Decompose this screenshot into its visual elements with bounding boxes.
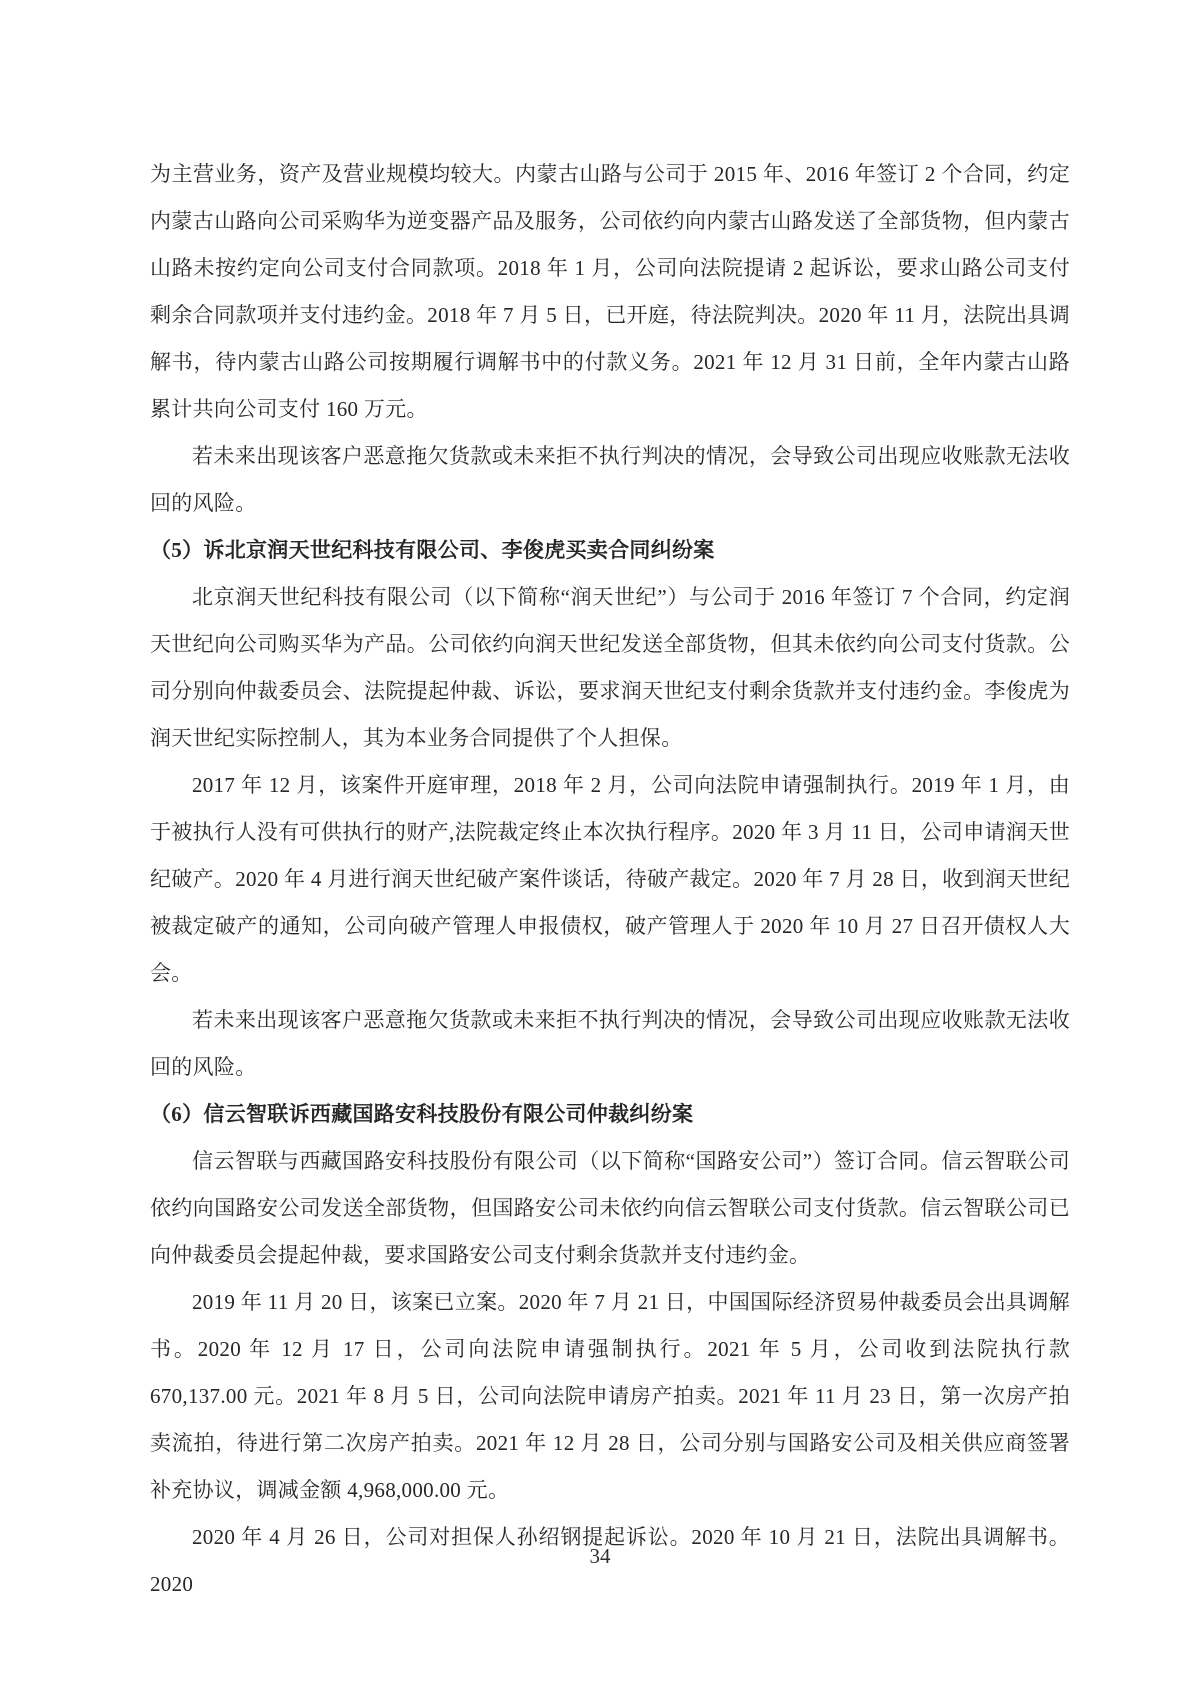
heading-case-5: （5）诉北京润天世纪科技有限公司、李俊虎买卖合同纠纷案: [150, 538, 715, 562]
para-guoluan-case-overview: 信云智联与西藏国路安科技股份有限公司（以下简称“国路安公司”）签订合同。信云智联公司依约向国路安公司发送全部货物，但国路安公司未依约向信云智联公司支付货款。信云智联公司已向仲裁委员会提起仲裁，要求国路安公司支付剩余货款并支付违约金。: [150, 1149, 1070, 1267]
para-risk-note-1: 若未来出现该客户恶意拖欠货款或未来拒不执行判决的情况，会导致公司出现应收账款无法收回的风险。: [150, 444, 1070, 515]
document-body: [150, 151, 1070, 1608]
para-guarantor-lawsuit: 2020 年 4 月 26 日，公司对担保人孙绍钢提起诉讼。2020 年 10 月 21 日，法院出具调解书。2020: [150, 1525, 1070, 1596]
para-runtian-case-overview: 北京润天世纪科技有限公司（以下简称“润天世纪”）与公司于 2016 年签订 7 个合同，约定润天世纪向公司购买华为产品。公司依约向润天世纪发送全部货物，但其未依约向公司支付货款。公司分别向仲裁委员会、法院提起仲裁、诉讼，要求润天世纪支付剩余货款并支付违约金。李俊虎为润天世纪实际控制人，其为本业务合同提供了个人担保。: [150, 585, 1070, 750]
para-runtian-case-timeline: 2017 年 12 月，该案件开庭审理，2018 年 2 月，公司向法院申请强制执行。2019 年 1 月，由于被执行人没有可供执行的财产,法院裁定终止本次执行程序。2020 年 3 月 11 日，公司申请润天世纪破产。2020 年 4 月进行润天世纪破产案件谈话，待破产裁定。2020 年 7 月 28 日，收到润天世纪被裁定破产的通知，公司向破产管理人申报债权，破产管理人于 2020 年 10 月 27 日召开债权人大会。: [150, 773, 1070, 985]
heading-case-6: （6）信云智联诉西藏国路安科技股份有限公司仲裁纠纷案: [150, 1102, 694, 1126]
para-guoluan-case-timeline: 2019 年 11 月 20 日，该案已立案。2020 年 7 月 21 日，中国国际经济贸易仲裁委员会出具调解书。2020 年 12 月 17 日，公司向法院申请强制执行。2021 年 5 月，公司收到法院执行款 670,137.00 元。2021 年 8 月 5 日，公司向法院申请房产拍卖。2021 年 11 月 23 日，第一次房产拍卖流拍，待进行第二次房产拍卖。2021 年 12 月 28 日，公司分别与国路安公司及相关供应商签署补充协议，调减金额 4,968,000.00 元。: [150, 1290, 1070, 1502]
para-neimenggu-shanlu-continued: 为主营业务，资产及营业规模均较大。内蒙古山路与公司于 2015 年、2016 年签订 2 个合同，约定内蒙古山路向公司采购华为逆变器产品及服务，公司依约向内蒙古山路发送了全部货物，但内蒙古山路未按约定向公司支付合同款项。2018 年 1 月，公司向法院提请 2 起诉讼，要求山路公司支付剩余合同款项并支付违约金。2018 年 7 月 5 日，已开庭，待法院判决。2020 年 11 月，法院出具调解书，待内蒙古山路公司按期履行调解书中的付款义务。2021 年 12 月 31 日前，全年内蒙古山路累计共向公司支付 160 万元。: [150, 162, 1070, 421]
page-number: 34: [589, 1544, 611, 1568]
page-footer: [0, 1544, 1200, 1569]
para-risk-note-2: 若未来出现该客户恶意拖欠货款或未来拒不执行判决的情况，会导致公司出现应收账款无法收回的风险。: [150, 1008, 1070, 1079]
